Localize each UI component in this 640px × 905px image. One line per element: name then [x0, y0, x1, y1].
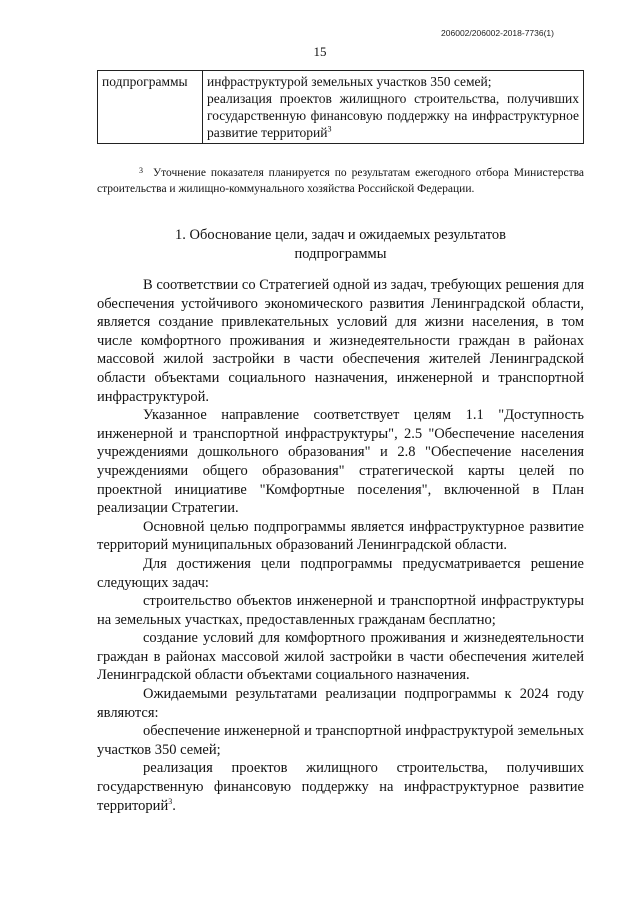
heading-line: подпрограммы	[294, 246, 387, 262]
footnote-mark: 3	[139, 166, 143, 175]
section-heading	[97, 226, 584, 264]
paragraph: обеспечение инженерной и транспортной инфраструктурой земельных участков 350 семей;	[97, 723, 584, 758]
table-cell-label: подпрограммы	[98, 71, 203, 144]
subprogram-table	[97, 70, 584, 144]
paragraph: реализация проектов жилищного строительства, получивших государственную финансовую поддержку на инфраструктурное развитие территорий$^3$.	[97, 760, 584, 814]
footnote-ref: 3	[168, 796, 173, 806]
paragraph: В соответствии со Стратегией одной из задач, требующих решения для обеспечения устойчивого экономического развития Ленинградской области, является создание привлекательных условий для жизни населения, в том числе комфортного проживания и жизнедеятельности граждан в районах массовой жилой застройки в части обеспечения жителей Ленинградской области объектами социального назначения, инженерной и транспортной инфраструктурой.	[97, 277, 584, 405]
table-row	[98, 71, 584, 144]
page-number: 15	[313, 44, 327, 59]
table-line: реализация проектов жилищного строительства, получивших государственную финансовую поддержку на инфраструктурное развитие территорий$^3$	[207, 91, 579, 140]
footnote-text: Уточнение показателя планируется по результатам ежегодного отбора Министерства строительства и жилищно-коммунального хозяйства Российской Федерации.	[97, 167, 584, 195]
table-line: инфраструктурой земельных участков 350 семей;	[207, 74, 492, 89]
paragraph: строительство объектов инженерной и транспортной инфраструктуры на земельных участках, предоставленных гражданам бесплатно;	[97, 593, 584, 628]
paragraph: Для достижения цели подпрограммы предусматривается решение следующих задач:	[97, 555, 584, 591]
paragraph: Ожидаемыми результатами реализации подпрограммы к 2024 году являются:	[97, 686, 584, 721]
paragraph: Указанное направление соответствует целям 1.1 "Доступность инженерной и транспортной инфраструктуры", 2.5 "Обеспечение населения учреждениями дошкольного образования" и 2.8 "Обеспечение населения учреждениями общего образования" стратегической карты целей по проектной инициативе "Комфортные поселения", включенной в План реализации Стратегии.	[97, 407, 584, 517]
heading-line: 1. Обоснование цели, задач и ожидаемых результатов	[175, 227, 506, 243]
paragraph: Основной целью подпрограммы является инфраструктурное развитие территорий муниципальных образований Ленинградской области.	[97, 518, 584, 554]
footnote	[97, 166, 584, 196]
paragraph: создание условий для комфортного проживания и жизнедеятельности граждан в районах массовой жилой застройки в части обеспечения жителей Ленинградской области объектами социального назначения.	[97, 630, 584, 684]
document-id: 206002/206002-2018-7736(1)	[441, 28, 554, 38]
table-cell-content	[203, 71, 584, 144]
body-text	[97, 276, 584, 815]
footnote-ref: 3	[327, 124, 332, 134]
